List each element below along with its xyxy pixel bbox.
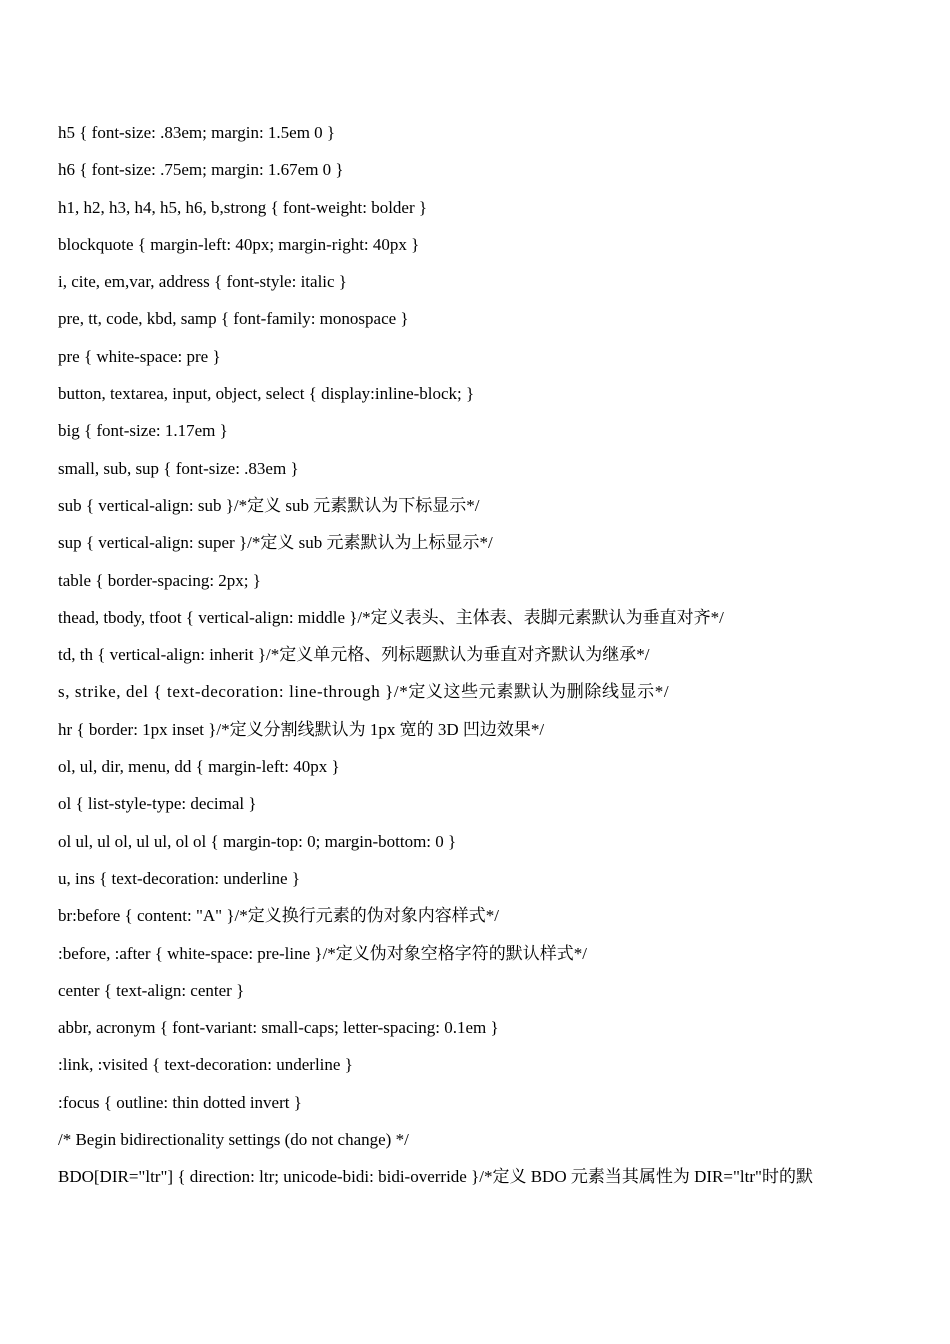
text-line: pre, tt, code, kbd, samp { font-family: monospace } <box>58 309 409 329</box>
text-line: td, th { vertical-align: inherit }/*定义单元格、列标题默认为垂直对齐默认为继承*/ <box>58 645 650 665</box>
text-line: :before, :after { white-space: pre-line }/*定义伪对象空格字符的默认样式*/ <box>58 943 588 963</box>
text-line: BDO[DIR="ltr"] { direction: ltr; unicode-bidi: bidi-override }/*定义 BDO 元素当其属性为 DIR="ltr"时的默 <box>58 1167 813 1187</box>
text-line: ol ul, ul ol, ul ul, ol ol { margin-top: 0; margin-bottom: 0 } <box>58 831 457 851</box>
text-line: button, textarea, input, object, select { display:inline-block; } <box>58 384 475 404</box>
text-line: h6 { font-size: .75em; margin: 1.67em 0 } <box>58 160 344 180</box>
document-body <box>58 118 938 1200</box>
text-line: ol { list-style-type: decimal } <box>58 794 257 814</box>
text-line: hr { border: 1px inset }/*定义分割线默认为 1px 宽的 3D 凹边效果*/ <box>58 719 545 739</box>
text-line: u, ins { text-decoration: underline } <box>58 868 300 888</box>
text-line: :link, :visited { text-decoration: underline } <box>58 1055 353 1075</box>
text-line: abbr, acronym { font-variant: small-caps; letter-spacing: 0.1em } <box>58 1018 499 1038</box>
text-line: table { border-spacing: 2px; } <box>58 570 261 590</box>
text-line: sub { vertical-align: sub }/*定义 sub 元素默认为下标显示*/ <box>58 495 480 515</box>
text-line: ol, ul, dir, menu, dd { margin-left: 40px } <box>58 757 340 777</box>
text-line: h1, h2, h3, h4, h5, h6, b,strong { font-weight: bolder } <box>58 197 428 217</box>
text-line: s, strike, del { text-decoration: line-through }/*定义这些元素默认为删除线显示*/ <box>58 682 670 702</box>
text-line: /* Begin bidirectionality settings (do not change) */ <box>58 1130 409 1150</box>
text-line: :focus { outline: thin dotted invert } <box>58 1092 302 1112</box>
text-line: pre { white-space: pre } <box>58 346 221 366</box>
text-line: i, cite, em,var, address { font-style: italic } <box>58 272 347 292</box>
text-line: thead, tbody, tfoot { vertical-align: middle }/*定义表头、主体表、表脚元素默认为垂直对齐*/ <box>58 607 724 627</box>
text-line: center { text-align: center } <box>58 980 245 1000</box>
text-line: small, sub, sup { font-size: .83em } <box>58 458 299 478</box>
text-line: big { font-size: 1.17em } <box>58 421 228 441</box>
text-line: h5 { font-size: .83em; margin: 1.5em 0 } <box>58 123 336 142</box>
text-line: blockquote { margin-left: 40px; margin-right: 40px } <box>58 234 420 254</box>
text-line: br:before { content: "A" }/*定义换行元素的伪对象内容样式*/ <box>58 906 499 926</box>
text-line: sup { vertical-align: super }/*定义 sub 元素默认为上标显示*/ <box>58 533 493 553</box>
